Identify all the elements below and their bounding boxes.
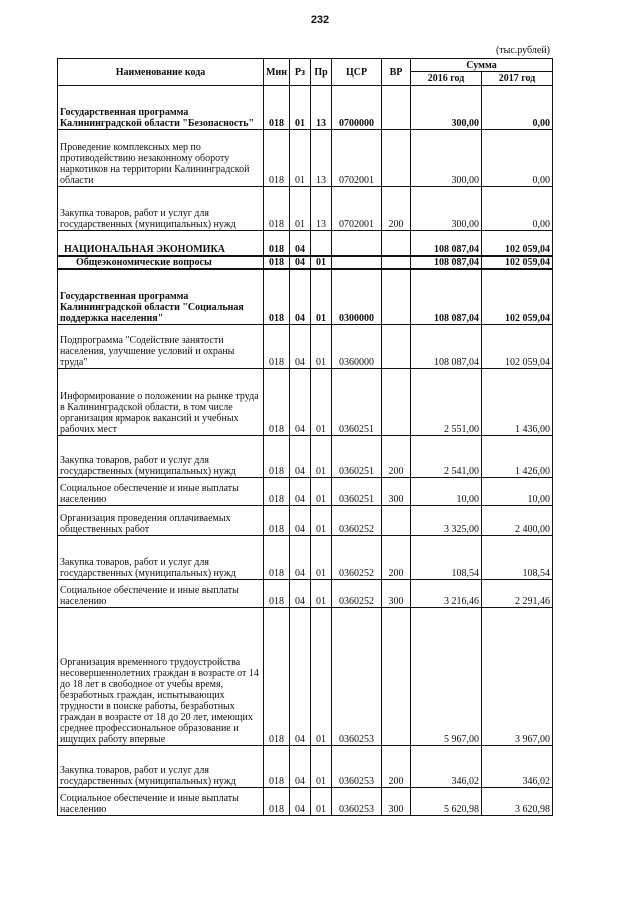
table-row — [58, 746, 553, 788]
table-row — [58, 369, 553, 436]
cell-name: Закупка товаров, работ и услуг для государственных (муниципальных) нужд — [58, 536, 264, 580]
cell-vr — [382, 269, 411, 325]
cell-min: 018 — [264, 369, 290, 436]
cell-name: Закупка товаров, работ и услуг для государственных (муниципальных) нужд — [58, 746, 264, 788]
cell-rz: 04 — [290, 269, 311, 325]
cell-y2016: 108 087,04 — [411, 231, 482, 256]
table-row — [58, 506, 553, 536]
cell-rz: 04 — [290, 325, 311, 369]
cell-y2017: 0,00 — [482, 86, 553, 130]
header-2017: 2017 год — [482, 72, 553, 86]
table-row — [58, 478, 553, 506]
cell-rz: 04 — [290, 580, 311, 608]
cell-vr — [382, 608, 411, 746]
cell-name: Государственная программа Калининградской области "Социальная поддержка населения" — [58, 269, 264, 325]
cell-min: 018 — [264, 746, 290, 788]
cell-vr: 200 — [382, 436, 411, 478]
table-row — [58, 436, 553, 478]
cell-min: 018 — [264, 788, 290, 816]
cell-vr — [382, 86, 411, 130]
cell-min: 018 — [264, 580, 290, 608]
table-row — [58, 580, 553, 608]
cell-y2017: 0,00 — [482, 130, 553, 187]
cell-rz: 04 — [290, 536, 311, 580]
cell-rz: 01 — [290, 86, 311, 130]
cell-vr — [382, 130, 411, 187]
header-name: Наименование кода — [58, 59, 264, 86]
cell-y2017: 2 400,00 — [482, 506, 553, 536]
table-row — [58, 608, 553, 746]
cell-y2016: 108 087,04 — [411, 269, 482, 325]
cell-csr: 0360000 — [332, 325, 382, 369]
cell-vr: 200 — [382, 187, 411, 231]
cell-pr: 01 — [311, 580, 332, 608]
cell-y2017: 1 436,00 — [482, 369, 553, 436]
cell-csr: 0360253 — [332, 746, 382, 788]
cell-min: 018 — [264, 478, 290, 506]
cell-vr: 200 — [382, 536, 411, 580]
cell-min: 018 — [264, 536, 290, 580]
cell-rz: 04 — [290, 746, 311, 788]
cell-name: Государственная программа Калининградской области "Безопасность" — [58, 86, 264, 130]
cell-name: Социальное обеспечение и иные выплаты населению — [58, 788, 264, 816]
cell-y2017: 10,00 — [482, 478, 553, 506]
cell-pr: 13 — [311, 187, 332, 231]
cell-y2016: 2 541,00 — [411, 436, 482, 478]
cell-y2016: 108 087,04 — [411, 256, 482, 269]
cell-csr: 0360253 — [332, 788, 382, 816]
cell-rz: 04 — [290, 256, 311, 269]
cell-vr: 300 — [382, 788, 411, 816]
table-row — [58, 325, 553, 369]
cell-csr: 0702001 — [332, 130, 382, 187]
cell-name: Социальное обеспечение и иные выплаты населению — [58, 580, 264, 608]
cell-name: Социальное обеспечение и иные выплаты населению — [58, 478, 264, 506]
cell-vr: 300 — [382, 580, 411, 608]
cell-pr: 01 — [311, 369, 332, 436]
cell-name: Общеэкономические вопросы — [58, 256, 264, 269]
cell-csr: 0360252 — [332, 580, 382, 608]
cell-y2016: 346,02 — [411, 746, 482, 788]
header-2016: 2016 год — [411, 72, 482, 86]
cell-name: Организация временного трудоустройства несовершеннолетних граждан в возрасте от 14 до 18 лет в свободное от учебы время, безработных граждан, испытывающих трудности в поиске работы, безработных граждан в возрасте от 18 до 20 лет, имеющих среднее профессиональное образование и ищущих работу впервые — [58, 608, 264, 746]
cell-pr: 01 — [311, 325, 332, 369]
cell-rz: 04 — [290, 788, 311, 816]
cell-min: 018 — [264, 608, 290, 746]
cell-name: НАЦИОНАЛЬНАЯ ЭКОНОМИКА — [58, 231, 264, 256]
cell-csr: 0300000 — [332, 269, 382, 325]
page-number: 232 — [310, 14, 330, 26]
cell-vr — [382, 325, 411, 369]
cell-csr: 0360251 — [332, 369, 382, 436]
cell-rz: 01 — [290, 187, 311, 231]
cell-min: 018 — [264, 325, 290, 369]
cell-name: Организация проведения оплачиваемых общественных работ — [58, 506, 264, 536]
cell-pr: 13 — [311, 86, 332, 130]
table-row — [58, 788, 553, 816]
cell-csr: 0360252 — [332, 536, 382, 580]
cell-y2016: 108,54 — [411, 536, 482, 580]
cell-pr: 01 — [311, 536, 332, 580]
cell-vr — [382, 369, 411, 436]
cell-pr: 01 — [311, 788, 332, 816]
cell-y2017: 102 059,04 — [482, 231, 553, 256]
cell-y2017: 1 426,00 — [482, 436, 553, 478]
cell-y2017: 3 620,98 — [482, 788, 553, 816]
cell-name: Подпрограмма "Содействие занятости населения, улучшение условий и охраны труда" — [58, 325, 264, 369]
cell-pr: 01 — [311, 269, 332, 325]
cell-rz: 04 — [290, 369, 311, 436]
cell-rz: 01 — [290, 130, 311, 187]
cell-name: Закупка товаров, работ и услуг для государственных (муниципальных) нужд — [58, 436, 264, 478]
cell-csr: 0360251 — [332, 436, 382, 478]
cell-csr: 0360252 — [332, 506, 382, 536]
cell-csr: 0702001 — [332, 187, 382, 231]
cell-y2016: 300,00 — [411, 86, 482, 130]
cell-pr: 01 — [311, 746, 332, 788]
cell-pr: 01 — [311, 478, 332, 506]
header-vr: ВР — [382, 59, 411, 86]
cell-vr — [382, 231, 411, 256]
cell-pr: 01 — [311, 506, 332, 536]
cell-y2016: 5 620,98 — [411, 788, 482, 816]
cell-name: Проведение комплексных мер по противодействию незаконному обороту наркотиков на территории Калининградской области — [58, 130, 264, 187]
cell-y2017: 3 967,00 — [482, 608, 553, 746]
cell-csr: 0700000 — [332, 86, 382, 130]
cell-y2017: 346,02 — [482, 746, 553, 788]
header-min: Мин — [264, 59, 290, 86]
budget-table — [57, 58, 553, 816]
cell-pr: 13 — [311, 130, 332, 187]
cell-name: Информирование о положении на рынке труда в Калининградской области, в том числе организация ярмарок вакансий и учебных рабочих мест — [58, 369, 264, 436]
cell-rz: 04 — [290, 436, 311, 478]
cell-csr: 0360253 — [332, 608, 382, 746]
cell-y2016: 2 551,00 — [411, 369, 482, 436]
cell-y2016: 300,00 — [411, 130, 482, 187]
cell-y2017: 2 291,46 — [482, 580, 553, 608]
table-row — [58, 187, 553, 231]
cell-y2016: 3 325,00 — [411, 506, 482, 536]
table-row — [58, 130, 553, 187]
table-row — [58, 86, 553, 130]
cell-min: 018 — [264, 256, 290, 269]
cell-csr: 0360251 — [332, 478, 382, 506]
table-row — [58, 536, 553, 580]
table-row — [58, 256, 553, 269]
cell-min: 018 — [264, 130, 290, 187]
cell-min: 018 — [264, 187, 290, 231]
header-sum: Сумма — [411, 59, 553, 72]
cell-min: 018 — [264, 436, 290, 478]
cell-pr — [311, 231, 332, 256]
cell-vr — [382, 256, 411, 269]
header-pr: Пр — [311, 59, 332, 86]
cell-min: 018 — [264, 506, 290, 536]
cell-csr — [332, 256, 382, 269]
cell-min: 018 — [264, 86, 290, 130]
cell-rz: 04 — [290, 608, 311, 746]
cell-y2016: 10,00 — [411, 478, 482, 506]
table-row — [58, 269, 553, 325]
cell-rz: 04 — [290, 231, 311, 256]
cell-y2016: 300,00 — [411, 187, 482, 231]
cell-pr: 01 — [311, 436, 332, 478]
cell-min: 018 — [264, 231, 290, 256]
cell-min: 018 — [264, 269, 290, 325]
header-csr: ЦСР — [332, 59, 382, 86]
header-rz: Рз — [290, 59, 311, 86]
cell-vr: 200 — [382, 746, 411, 788]
cell-y2017: 0,00 — [482, 187, 553, 231]
table-body — [58, 86, 553, 816]
cell-y2017: 102 059,04 — [482, 269, 553, 325]
cell-y2016: 5 967,00 — [411, 608, 482, 746]
cell-y2017: 102 059,04 — [482, 256, 553, 269]
cell-y2017: 108,54 — [482, 536, 553, 580]
cell-rz: 04 — [290, 506, 311, 536]
cell-vr — [382, 506, 411, 536]
cell-y2016: 108 087,04 — [411, 325, 482, 369]
cell-y2017: 102 059,04 — [482, 325, 553, 369]
cell-rz: 04 — [290, 478, 311, 506]
cell-csr — [332, 231, 382, 256]
cell-y2016: 3 216,46 — [411, 580, 482, 608]
cell-name: Закупка товаров, работ и услуг для государственных (муниципальных) нужд — [58, 187, 264, 231]
cell-pr: 01 — [311, 608, 332, 746]
table-row — [58, 231, 553, 256]
unit-note: (тыс.рублей) — [495, 45, 550, 56]
cell-pr: 01 — [311, 256, 332, 269]
cell-vr: 300 — [382, 478, 411, 506]
